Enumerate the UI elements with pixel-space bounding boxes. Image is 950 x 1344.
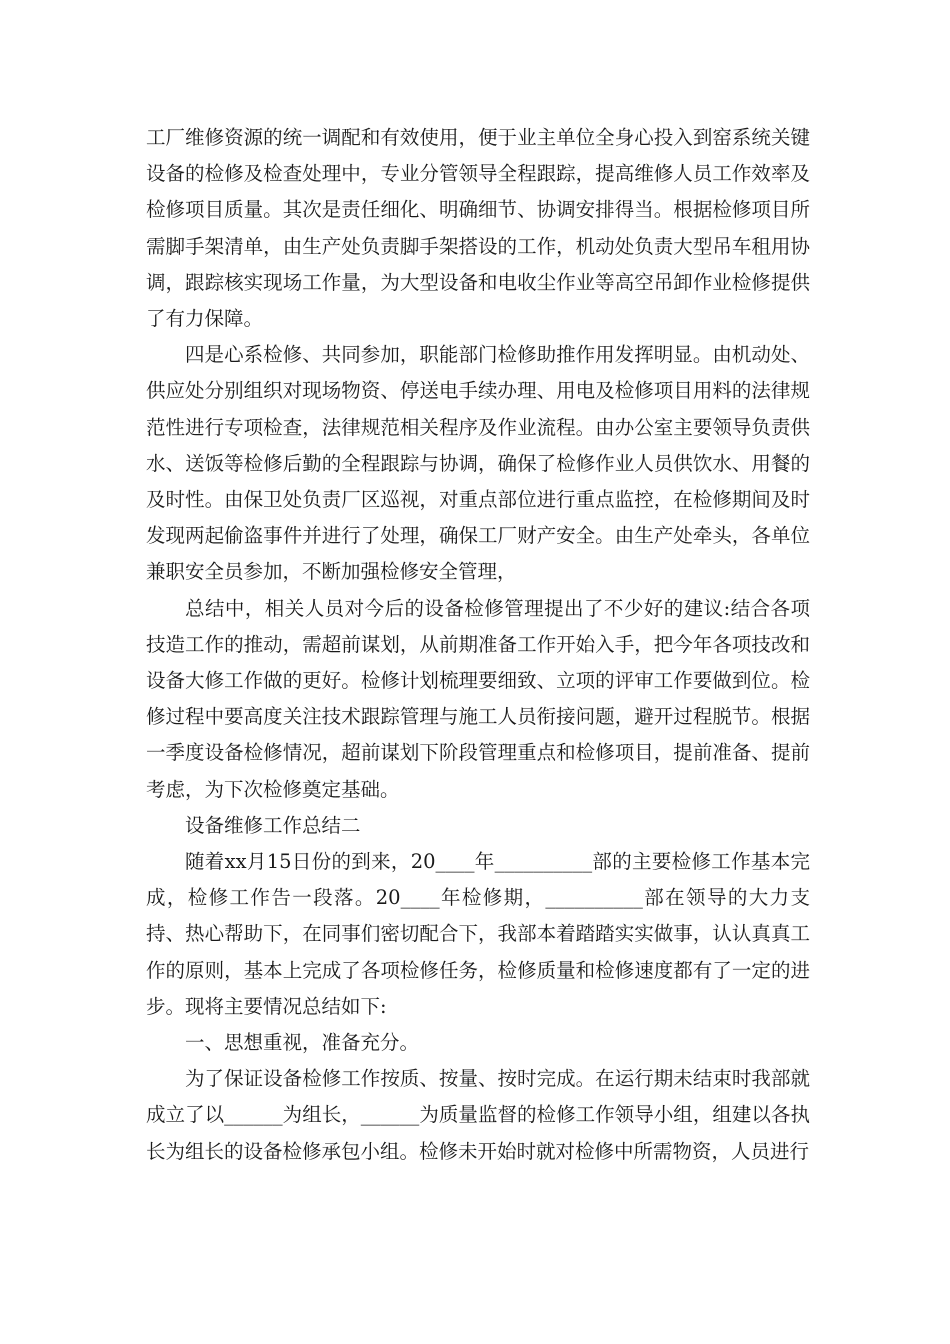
paragraph-item-four: 四是心系检修、共同参加，职能部门检修助推作用发挥明显。由机动处、供应处分别组织对现场物资、停送电手续办理、用电及检修项目用料的法律规范性进行专项检查，法律规范相关程序及作业流程。由办公室主要领导负责供水、送饭等检修后勤的全程跟踪与协调，确保了检修作业人员供饮水、用餐的及时性。由保卫处负责厂区巡视，对重点部位进行重点监控，在检修期间及时发现两起偷盗事件并进行了处理，确保工厂财产安全。由生产处牵头，各单位兼职安全员参加，不断加强检修安全管理， xyxy=(146,343,810,584)
section-heading: 设备维修工作总结二 xyxy=(185,813,361,837)
paragraph-preparation: 为了保证设备检修工作按质、按量、按时完成。在运行期未结束时我部就成立了以______为组长，______为质量监督的检修工作领导小组，组建以各执长为组长的设备检修承包小组。检修未开始时就对检修中所需物资，人员进行 xyxy=(146,1067,810,1163)
paragraph-intro: 随着xx月15日份的到来，20____年__________部的主要检修工作基本完成，检修工作告一段落。20____年检修期，__________部在领导的大力支持、热心帮助下，在同事们密切配合下，我部本着踏踏实实做事，认认真真工作的原则，基本上完成了各项检修任务，检修质量和检修速度都有了一定的进步。现将主要情况总结如下: xyxy=(146,850,810,1018)
subheading-preparation: 一、思想重视，准备充分。 xyxy=(185,1031,420,1055)
paragraph-continued: 工厂维修资源的统一调配和有效使用，便于业主单位全身心投入到窑系统关键设备的检修及检查处理中，专业分管领导全程跟踪，提高维修人员工作效率及检修项目质量。其次是责任细化、明确细节、协调安排得当。根据检修项目所需脚手架清单，由生产处负责脚手架搭设的工作，机动处负责大型吊车租用协调，跟踪核实现场工作量，为大型设备和电收尘作业等高空吊卸作业检修提供了有力保障。 xyxy=(146,126,810,331)
paragraph-summary-suggestions: 总结中，相关人员对今后的设备检修管理提出了不少好的建议:结合各项技造工作的推动，需超前谋划，从前期准备工作开始入手，把今年各项技改和设备大修工作做的更好。检修计划梳理要细致、立项的评审工作要做到位。检修过程中要高度关注技术跟踪管理与施工人员衔接问题，避开过程脱节。根据一季度设备检修情况，超前谋划下阶段管理重点和检修项目，提前准备、提前考虑，为下次检修奠定基础。 xyxy=(146,596,810,801)
document-body xyxy=(146,120,810,1170)
